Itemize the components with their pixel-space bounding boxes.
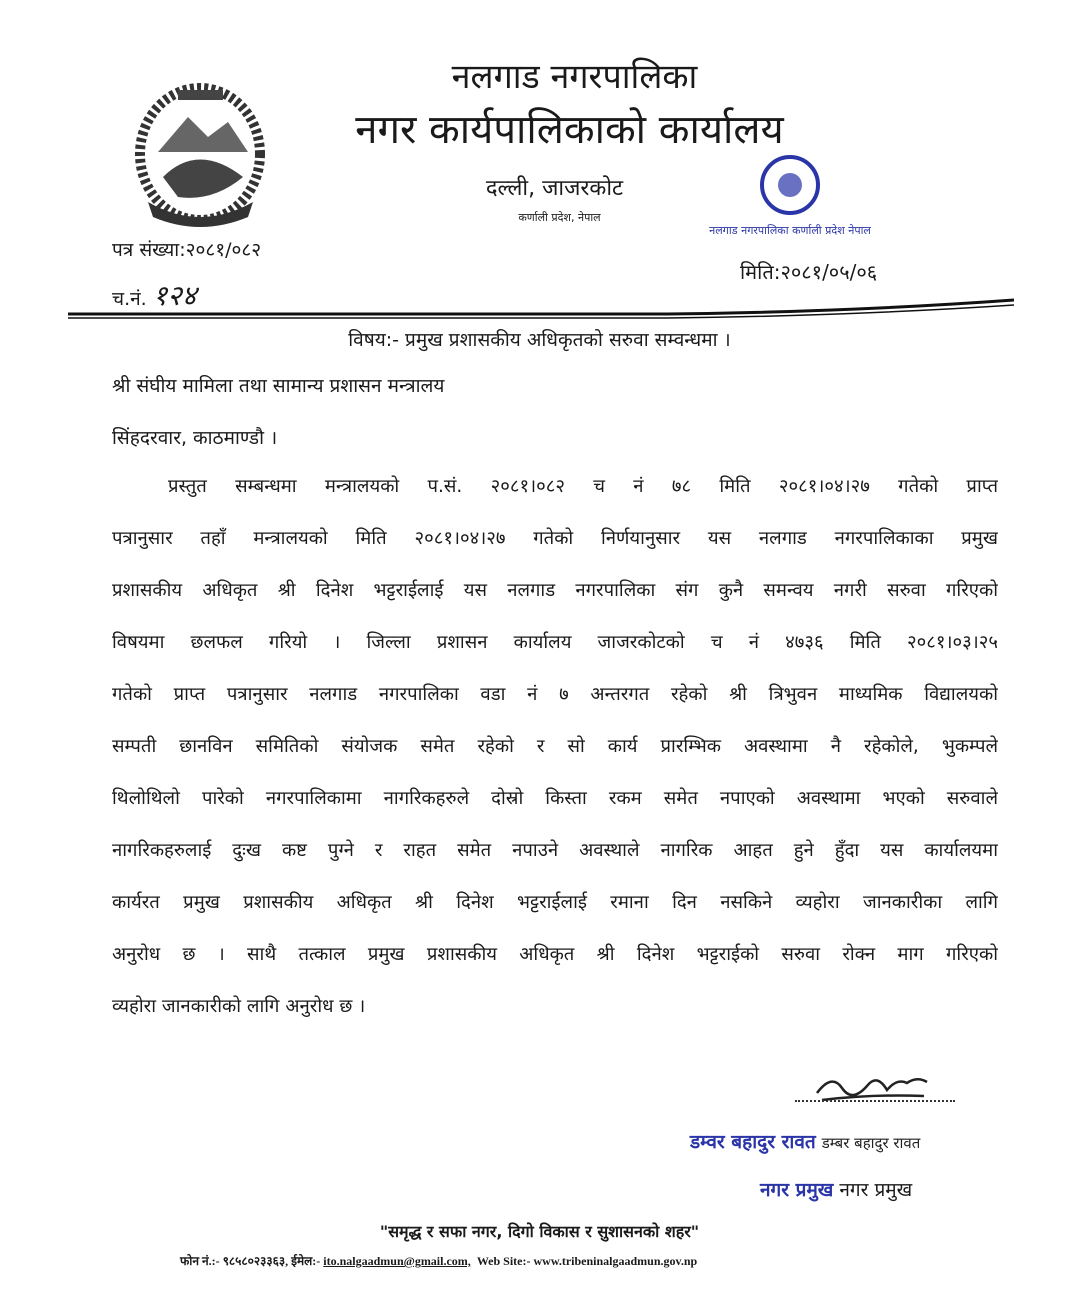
signatory-title-typed: नगर प्रमुख — [839, 1179, 913, 1201]
body-line: प्रस्तुत सम्बन्धमा मन्त्रालयको प.सं. २०८१।०८२ च नं ७८ मिति २०८१।०४।२७ गतेको प्राप्त — [168, 476, 998, 497]
recipient-line-1: श्री संघीय मामिला तथा सामान्य प्रशासन मन्त्रालय — [112, 375, 445, 397]
signatory-title — [760, 1176, 912, 1204]
signatory-name-stamp: डम्वर बहादुर रावत — [690, 1131, 816, 1153]
body-line: थिलोथिलो पारेको नगरपालिकामा नागरिकहरुले दोस्रो किस्ता रकम समेत नपाएको अवस्थामा भएको सरुवाले — [112, 788, 998, 809]
footer-contact — [180, 1252, 697, 1269]
subject: विषय:- प्रमुख प्रशासकीय अधिकृतको सरुवा सम्वन्धमा । — [348, 329, 731, 351]
signatory-name — [690, 1128, 920, 1157]
signature-line — [795, 1100, 955, 1102]
website-label: Web Site:- — [476, 1254, 531, 1268]
phone-label: फोन नं.:- — [180, 1254, 220, 1268]
body-line: सम्पती छानविन समितिको संयोजक समेत रहेको र सो कार्य प्रारम्भिक अवस्थामा नै रहेकोले, भुकम्पले — [112, 736, 998, 757]
email-link[interactable]: ito.nalgaadmun@gmail.com, — [323, 1254, 471, 1268]
stamp-text: नलगाड नगरपालिका कर्णाली प्रदेश नेपाल — [709, 224, 871, 237]
letter-body — [112, 472, 998, 1044]
handwritten-signature — [812, 1068, 932, 1108]
date-value: २०८१/०५/०६ — [780, 260, 878, 284]
body-line: अनुरोध छ । साथै तत्काल प्रमुख प्रशासकीय अधिकृत श्री दिनेश भट्टराईको सरुवा रोक्न माग गरिएको — [112, 944, 998, 965]
body-line: विषयमा छलफल गरियो । जिल्ला प्रशासन कार्यालय जाजरकोटको च नं ४७३६ मिति २०८१।०३।२५ — [112, 632, 998, 653]
body-line: कार्यरत प्रमुख प्रशासकीय अधिकृत श्री दिनेश भट्टराईलाई रमाना दिन नसकिने व्यहोरा जानकारीका लागि — [112, 892, 998, 913]
office-name: नगर कार्यपालिकाको कार्यालय — [355, 107, 784, 153]
date-label: मिति: — [740, 260, 781, 284]
body-line: व्यहोरा जानकारीको लागि अनुरोध छ । — [112, 996, 366, 1017]
header-rule — [68, 296, 1014, 320]
dispatch-label: च.नं. — [112, 288, 147, 310]
footer-motto: "समृद्ध र सफा नगर, दिगो विकास र सुशासनको शहर" — [379, 1222, 700, 1241]
dispatch-value: १२४ — [152, 279, 197, 312]
letter-number — [112, 236, 261, 262]
letter-number-value: २०८१/०८२ — [185, 239, 262, 261]
body-line: प्रशासकीय अधिकृत श्री दिनेश भट्टराईलाई यस नलगाड नगरपालिका संग कुनै समन्वय नगरी सरुवा गरिएको — [112, 580, 998, 601]
body-line: नागरिकहरुलाई दुःख कष्ट पुग्ने र राहत समेत नपाउने अवस्थाले नागरिक आहत हुने हुँदा यस कार्यालयमा — [112, 840, 998, 861]
letter-date — [740, 258, 877, 285]
body-line: गतेको प्राप्त पत्रानुसार नलगाड नगरपालिका वडा नं ७ अन्तरगत रहेको श्री त्रिभुवन माध्यमिक विद्यालयको — [112, 684, 998, 705]
letter-number-label: पत्र संख्या: — [112, 239, 186, 261]
municipality-name: नलगाड नगरपालिका — [451, 57, 698, 97]
recipient-line-2: सिंहदरवार, काठमाण्डौ । — [112, 427, 278, 449]
province: कर्णाली प्रदेश, नेपाल — [518, 211, 601, 224]
email-label: ईमेल:- — [291, 1254, 321, 1268]
website-link[interactable]: www.tribeninalgaadmun.gov.np — [533, 1254, 698, 1268]
office-address: दल्ली, जाजरकोट — [485, 176, 624, 201]
body-line: पत्रानुसार तहाँ मन्त्रालयको मिति २०८१।०४।२७ गतेको निर्णयानुसार यस नलगाड नगरपालिकाका प्रमुख — [112, 528, 998, 549]
signatory-title-stamp: नगर प्रमुख — [760, 1179, 834, 1201]
phone-number: ९८५८०२३३६३, — [222, 1254, 289, 1268]
signatory-name-typed: डम्बर बहादुर रावत — [821, 1134, 921, 1152]
